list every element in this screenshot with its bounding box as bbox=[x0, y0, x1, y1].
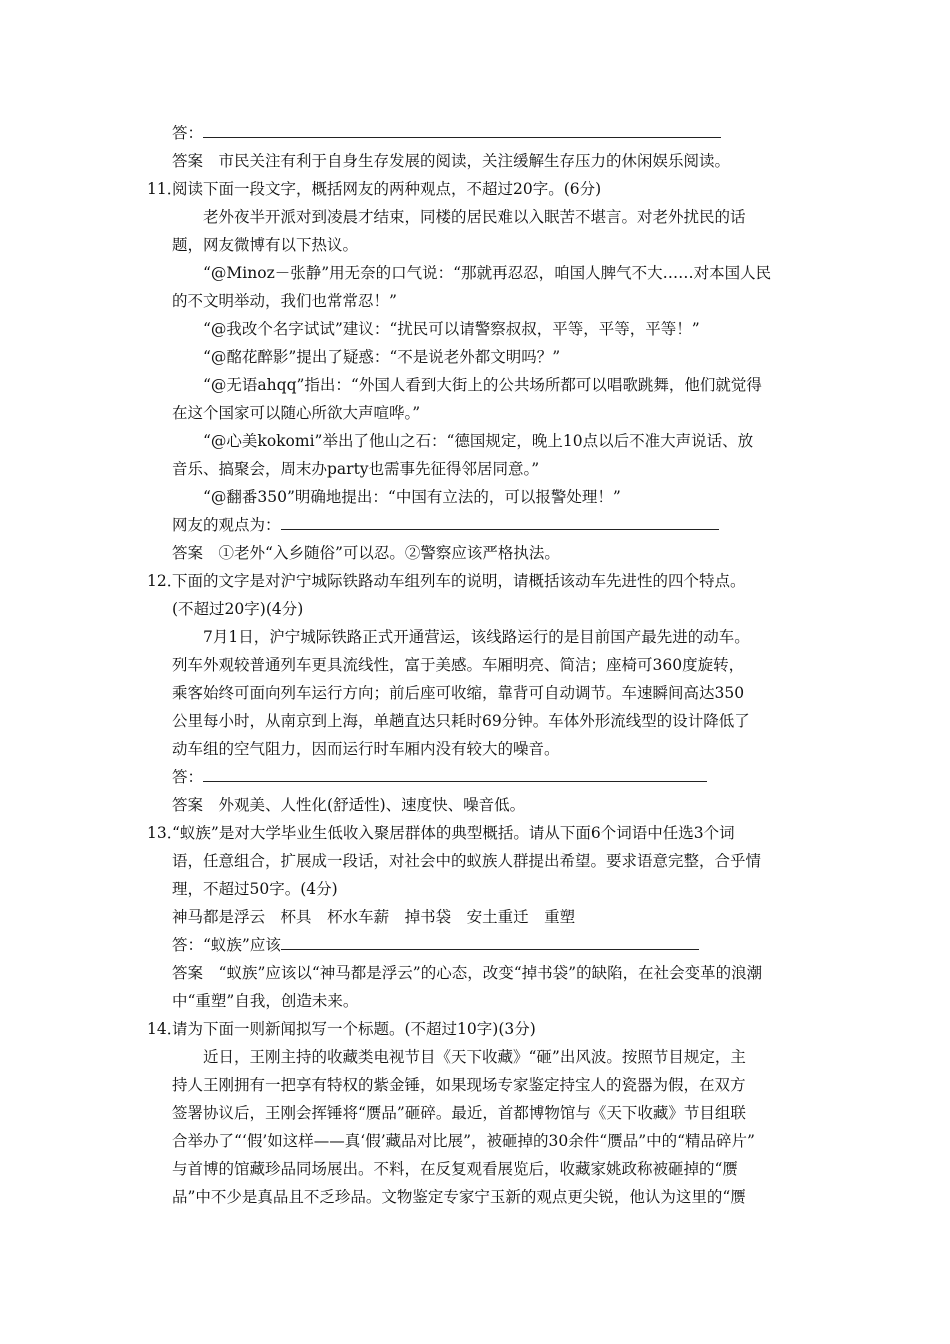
q11-passage-line: “@无语ahqq”指出：“外国人看到大街上的公共场所都可以唱歌跳舞，他们就觉得 bbox=[203, 376, 762, 394]
q11-answer-label: 答案 bbox=[172, 544, 204, 562]
q13-answer-line bbox=[0, 932, 950, 958]
q13-answer bbox=[0, 960, 950, 986]
q11-passage-line: “@酩花醉影”提出了疑惑：“不是说老外都文明吗？” bbox=[203, 348, 561, 366]
q11-answer-blank bbox=[281, 513, 719, 530]
q14-number: 14． bbox=[147, 1020, 183, 1038]
q13-stem-line: 理，不超过50字。(4分) bbox=[172, 880, 338, 898]
q13-word: 杯具 bbox=[280, 908, 312, 926]
q13-number: 13． bbox=[147, 824, 183, 842]
q12-answer-blank bbox=[203, 765, 707, 782]
q12-passage-line: 7月1日，沪宁城际铁路正式开通营运，该线路运行的是目前国产最先进的动车。 bbox=[203, 628, 750, 646]
q14-passage-line: 品”中不少是真品且不乏珍品。文物鉴定专家宁玉新的观点更尖锐，他认为这里的“赝 bbox=[172, 1188, 746, 1206]
q11-stem-text: 阅读下面一段文字，概括网友的两种观点，不超过20字。(6分) bbox=[172, 180, 602, 198]
q14-passage-line: 近日，王刚主持的收藏类电视节目《天下收藏》“砸”出风波。按照节目规定，主 bbox=[203, 1048, 746, 1066]
q13-answer-line-2: 中“重塑”自我，创造未来。 bbox=[172, 992, 359, 1010]
q11-passage-line: 的不文明举动，我们也常常忍！” bbox=[172, 292, 397, 310]
q14-passage-line: 签署协议后，王刚会挥锤将“赝品”砸碎。最近，首都博物馆与《天下收藏》节目组联 bbox=[172, 1104, 746, 1122]
q12-passage-line: 动车组的空气阻力，因而运行时车厢内没有较大的噪音。 bbox=[172, 740, 560, 758]
q13-word: 杯水车薪 bbox=[327, 908, 390, 926]
q14-passage-line: 合举办了“‘假’如这样——真‘假’藏品对比展”，被砸掉的30余件“赝品”中的“精品碎片” bbox=[172, 1132, 755, 1150]
q12-answer-line bbox=[0, 764, 950, 790]
q13-answer-label: 答案 bbox=[172, 964, 204, 982]
q11-answer-prompt: 网友的观点为： bbox=[172, 516, 281, 534]
q12-stem bbox=[0, 568, 950, 594]
q12-answer-label: 答案 bbox=[172, 796, 204, 814]
q11-passage-line: “@Minoz－张静”用无奈的口气说：“那就再忍忍，咱国人脾气不大……对本国人民 bbox=[203, 264, 772, 282]
q13-word: 掉书袋 bbox=[404, 908, 452, 926]
q11-passage-line: 老外夜半开派对到凌晨才结束，同楼的居民难以入眠苦不堪言。对老外扰民的话 bbox=[203, 208, 746, 226]
q11-answer bbox=[0, 540, 950, 566]
q14-stem bbox=[0, 1016, 950, 1042]
q12-stem-text: 下面的文字是对沪宁城际铁路动车组列车的说明，请概括该动车先进性的四个特点。 bbox=[172, 572, 746, 590]
q11-passage-line: “@我改个名字试试”建议：“扰民可以请警察叔叔，平等，平等，平等！” bbox=[203, 320, 700, 338]
q12-answer bbox=[0, 792, 950, 818]
q10-answer-blank bbox=[203, 121, 721, 138]
q13-answer-text: “蚁族”应该以“神马都是浮云”的心态，改变“掉书袋”的缺陷，在社会变革的浪潮 bbox=[218, 964, 763, 982]
q13-stem-text: “蚁族”是对大学毕业生低收入聚居群体的典型概括。请从下面6个词语中任选3个词 bbox=[172, 824, 735, 842]
q13-word: 神马都是浮云 bbox=[172, 908, 266, 926]
q12-number: 12． bbox=[147, 572, 183, 590]
q12-answer-text: 外观美、人性化(舒适性)、速度快、噪音低。 bbox=[218, 796, 526, 814]
q13-stem bbox=[0, 820, 950, 846]
q11-answer-text: ①老外“入乡随俗”可以忍。②警察应该严格执法。 bbox=[218, 544, 560, 562]
q13-answer-blank bbox=[281, 933, 699, 950]
q11-passage-line: “@心美kokomi”举出了他山之石：“德国规定，晚上10点以后不准大声说话、放 bbox=[203, 432, 754, 450]
q12-answer-prompt: 答： bbox=[172, 768, 204, 786]
q11-passage-line: 音乐、搞聚会，周末办party也需事先征得邻居同意。” bbox=[172, 460, 540, 478]
q13-word: 重塑 bbox=[544, 908, 576, 926]
q11-stem bbox=[0, 176, 950, 202]
q10-answer-label: 答案 bbox=[172, 152, 204, 170]
q10-answer-prompt: 答： bbox=[172, 124, 204, 142]
q11-answer-line bbox=[0, 512, 950, 538]
q13-answer-prompt: 答：“蚁族”应该 bbox=[172, 936, 281, 954]
q11-number: 11． bbox=[147, 180, 183, 198]
q13-stem-line: 语，任意组合，扩展成一段话，对社会中的蚁族人群提出希望。要求语意完整，合乎情 bbox=[172, 852, 762, 870]
q10-answer-text: 市民关注有利于自身生存发展的阅读，关注缓解生存压力的休闲娱乐阅读。 bbox=[218, 152, 731, 170]
q11-passage-line: “@翻番350”明确地提出：“中国有立法的，可以报警处理！” bbox=[203, 488, 621, 506]
q14-stem-text: 请为下面一则新闻拟写一个标题。(不超过10字)(3分) bbox=[172, 1020, 536, 1038]
q13-word: 安土重迁 bbox=[466, 908, 529, 926]
q12-passage-line: 公里每小时，从南京到上海，单趟直达只耗时69分钟。车体外形流线型的设计降低了 bbox=[172, 712, 750, 730]
q12-passage-line: 乘客始终可面向列车运行方向；前后座可收缩，靠背可自动调节。车速瞬间高达350 bbox=[172, 684, 745, 702]
q12-stem-line: (不超过20字)(4分) bbox=[172, 600, 304, 618]
q11-passage-line: 题，网友微博有以下热议。 bbox=[172, 236, 359, 254]
q14-passage-line: 持人王刚拥有一把享有特权的紫金锤，如果现场专家鉴定持宝人的瓷器为假，在双方 bbox=[172, 1076, 746, 1094]
q10-answer bbox=[0, 148, 950, 174]
q11-passage-line: 在这个国家可以随心所欲大声喧哗。” bbox=[172, 404, 421, 422]
q14-passage-line: 与首博的馆藏珍品同场展出。不料，在反复观看展览后，收藏家姚政称被砸掉的“赝 bbox=[172, 1160, 738, 1178]
q13-word-list bbox=[0, 904, 950, 930]
q10-answer-line bbox=[0, 120, 950, 146]
q12-passage-line: 列车外观较普通列车更具流线性，富于美感。车厢明亮、简洁；座椅可360度旋转， bbox=[172, 656, 745, 674]
